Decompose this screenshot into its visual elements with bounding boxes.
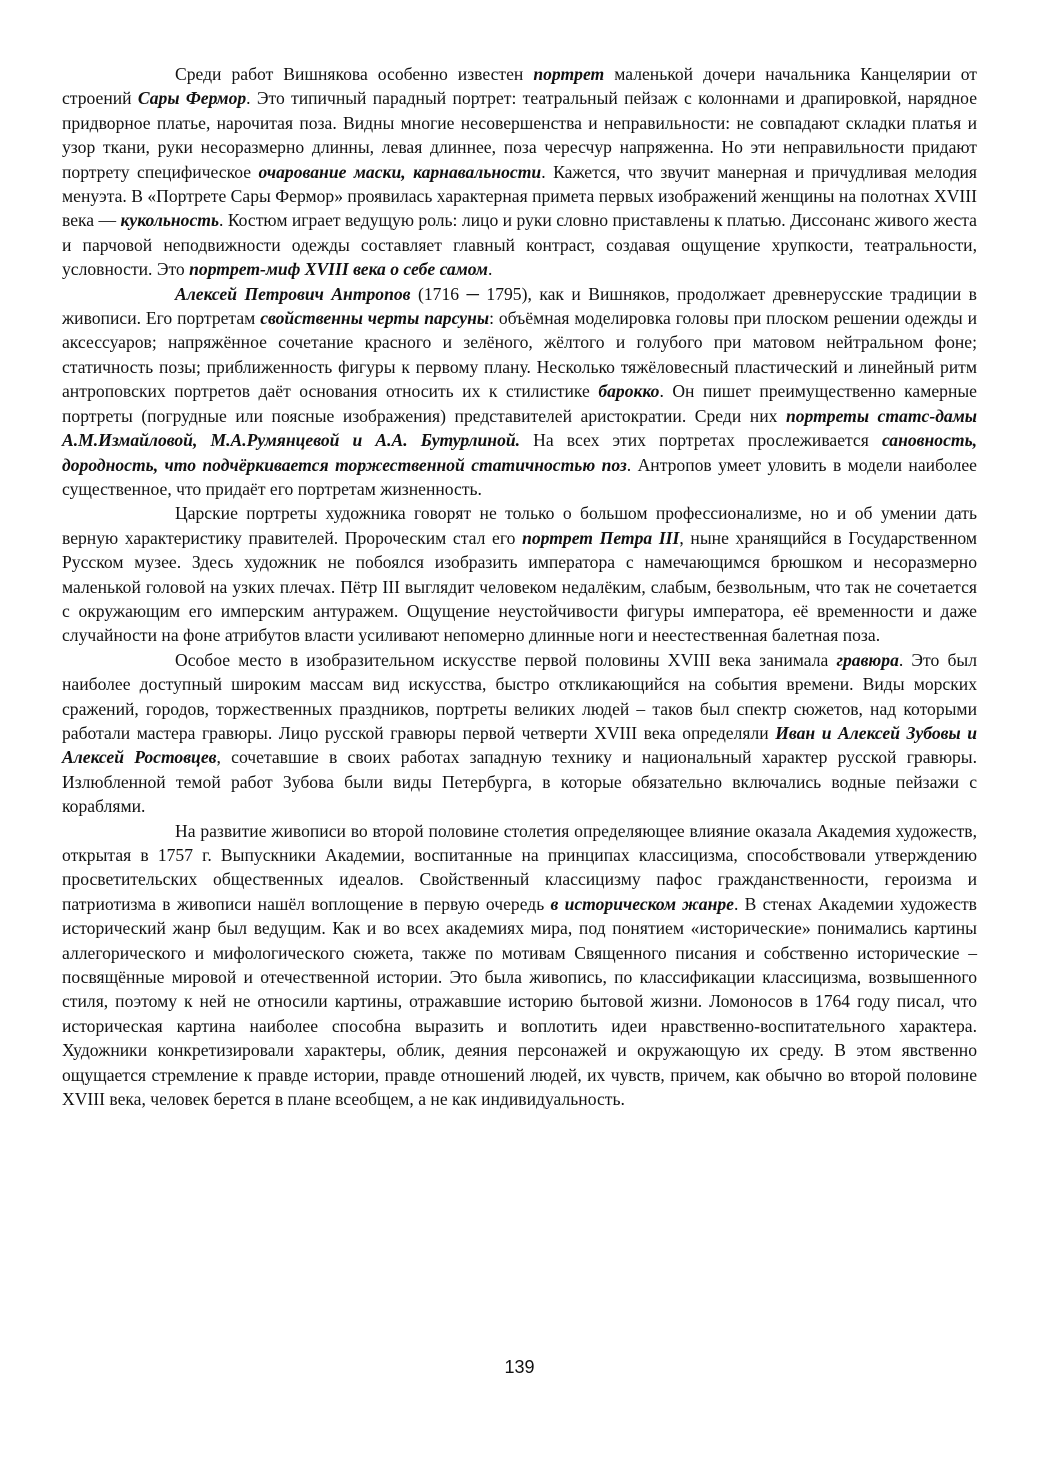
text-run: . Костюм играет ведущую роль: лицо и руки словно приставлены к платью. Диссонанс живого жеста и парчовой неподвижности одежды составляет главный контраст, создавая ощущение хрупкости, театральности, условности. Это: [62, 210, 977, 280]
emphasis-portraits-list: портреты статс-дамы А.М.Измайловой, М.А.Румянцевой и А.А. Бутурлиной.: [62, 405, 977, 451]
paragraph-academy: [62, 819, 977, 1112]
emphasis-mask-charm: очарование маски, карнавальности: [258, 161, 542, 182]
emphasis-baroque: барокко: [598, 381, 660, 402]
paragraph-antropov: [62, 282, 977, 502]
emphasis-dollness: кукольность: [120, 210, 220, 231]
text-run: . Антропов умеет уловить в модели наиболее существенное, что придаёт его портретам жизненность.: [62, 454, 977, 499]
text-run: , ныне хранящийся в Государственном Русском музее. Здесь художник не побоялся изобразить императора с намечающимся брюшком и несоразмерно маленькой головой на узких плечах. Пётр III выглядит человеком недалёким, слабым, безвольным, что так не сочетается с окружающим его имперским антуражем. Ощущение неустойчивости фигуры императора, её временности и даже случайности на фоне атрибутов власти усиливают непомерно длинные ноги и неестественная балетная поза.: [62, 527, 977, 646]
emphasis-zubov-rostovtsev: Иван и Алексей Зубовы и Алексей Ростовцев: [62, 722, 977, 768]
text-run: Царские портреты художника говорят не только о большом профессионализме, но и об умении дать верную характеристику правителей. Пророческим стал его: [62, 503, 977, 548]
paragraph-vishnyakov-fermor: [62, 62, 977, 282]
emphasis-antropov-name: Алексей Петрович Антропов: [175, 283, 411, 304]
emphasis-parsuna: свойственны черты парсуны: [260, 308, 490, 329]
document-body: [62, 62, 977, 1111]
text-run: . Это типичный парадный портрет: театральный пейзаж с колоннами и драпировкой, нарядное придворное платье, нарочитая поза. Видны многие несовершенства и неправильности: не совпадают складки платья и узор ткани, руки несоразмерно длинны, левая длиннее, поза чересчур напряженна. Но эти неправильности придают портрету специфическое: [62, 88, 977, 182]
paragraph-tsar-portraits: [62, 501, 977, 647]
emphasis-engraving: гравюра: [836, 649, 899, 670]
emphasis-sara-fermor: Сары Фермор: [137, 88, 247, 109]
text-run: . Кажется, что звучит манерная и причудливая мелодия менуэта. В «Портрете Сары Фермор» проявилась характерная примета первых изображений женщины на полотнах XVIII века —: [62, 161, 977, 231]
text-run: . В стенах Академии художеств исторический жанр был ведущим. Как и во всех академиях мира, под понятием «исторические» понимались картины аллегорического и мифологического сюжета, также по мотивам Священного писания и собственно исторические – посвящённые мировой и отечественной истории. Это была живопись, по классификации классицизма, возвышенного стиля, поэтому к ней не относили картины, отражавшие историю бытовой жизни. Ломоносов в 1764 году писал, что историческая картина наиболее способна выразить и воплотить идеи нравственно-воспитательного характера. Художники конкретизировали характеры, облик, деяния персонажей и окружающую их среду. В этом явственно ощущается стремление к правде истории, правде отношений людей, их чувств, причем, как обычно во второй половине XVIII века, человек берется в плане всеобщем, а не как индивидуальность.: [62, 893, 977, 1110]
text-run: . Он пишет преимущественно камерные портреты (погрудные или поясные изображения) представителей аристократии. Среди них: [62, 381, 977, 426]
text-run: .: [487, 259, 493, 280]
text-run: На всех этих портретах прослеживается: [520, 430, 882, 451]
emphasis-portrait: портрет: [533, 64, 605, 84]
page-number: 139: [504, 1357, 535, 1377]
paragraph-engraving: [62, 648, 977, 819]
emphasis-peter-iii: портрет Петра III: [522, 527, 680, 548]
text-run: маленькой дочери начальника Канцелярии от строений: [62, 64, 977, 109]
text-run: На развитие живописи во второй половине столетия определяющее влияние оказала Академия художеств, открытая в 1757 г. Выпускники Академии, воспитанные на принципах классицизма, способствовали утверждению просветительских общественных идеалов. Свойственный классицизму пафос гражданственности, героизма и патриотизма в живописи нашёл воплощение в первую очередь: [62, 820, 977, 914]
text-run: Особое место в изобразительном искусстве первой половины XVIII века занимала: [175, 649, 837, 670]
text-run: Среди работ Вишнякова особенно известен: [175, 64, 534, 84]
text-run: (1716 ─ 1795), как и Вишняков, продолжает древнерусские традиции в живописи. Его портретам: [62, 283, 977, 329]
text-run: : объёмная моделировка головы при плоском решении одежды и аксессуаров; напряжённое сочетание красного и зелёного, жёлтого и голубого при матовом нейтральном фоне; статичность позы; приближенность фигуры к первому плану. Несколько тяжёловесный пластический и линейный ритм антроповских портретов даёт основания относить их к стилистике: [62, 308, 977, 402]
text-run: , сочетавшие в своих работах западную технику и национальный характер русской гравюры. Излюбленной темой работ Зубова были виды Петербурга, в которые обязательно включались водные пейзажи с кораблями.: [62, 747, 977, 817]
emphasis-portrait-myth: портрет-миф XVIII века о себе самом: [189, 259, 488, 280]
text-run: . Это был наиболее доступный широким массам вид искусства, быстро откликающийся на события времени. Виды морских сражений, городов, торжественных праздников, портреты великих людей – таков был спектр сюжетов, над которыми работали мастера гравюры. Лицо русской гравюры первой четверти XVIII века определяли: [62, 649, 977, 743]
emphasis-historical-genre: в историческом жанре: [550, 893, 734, 914]
emphasis-sanovnost: сановность, дородность, что подчёркивается торжественной статичностью поз: [62, 430, 978, 475]
